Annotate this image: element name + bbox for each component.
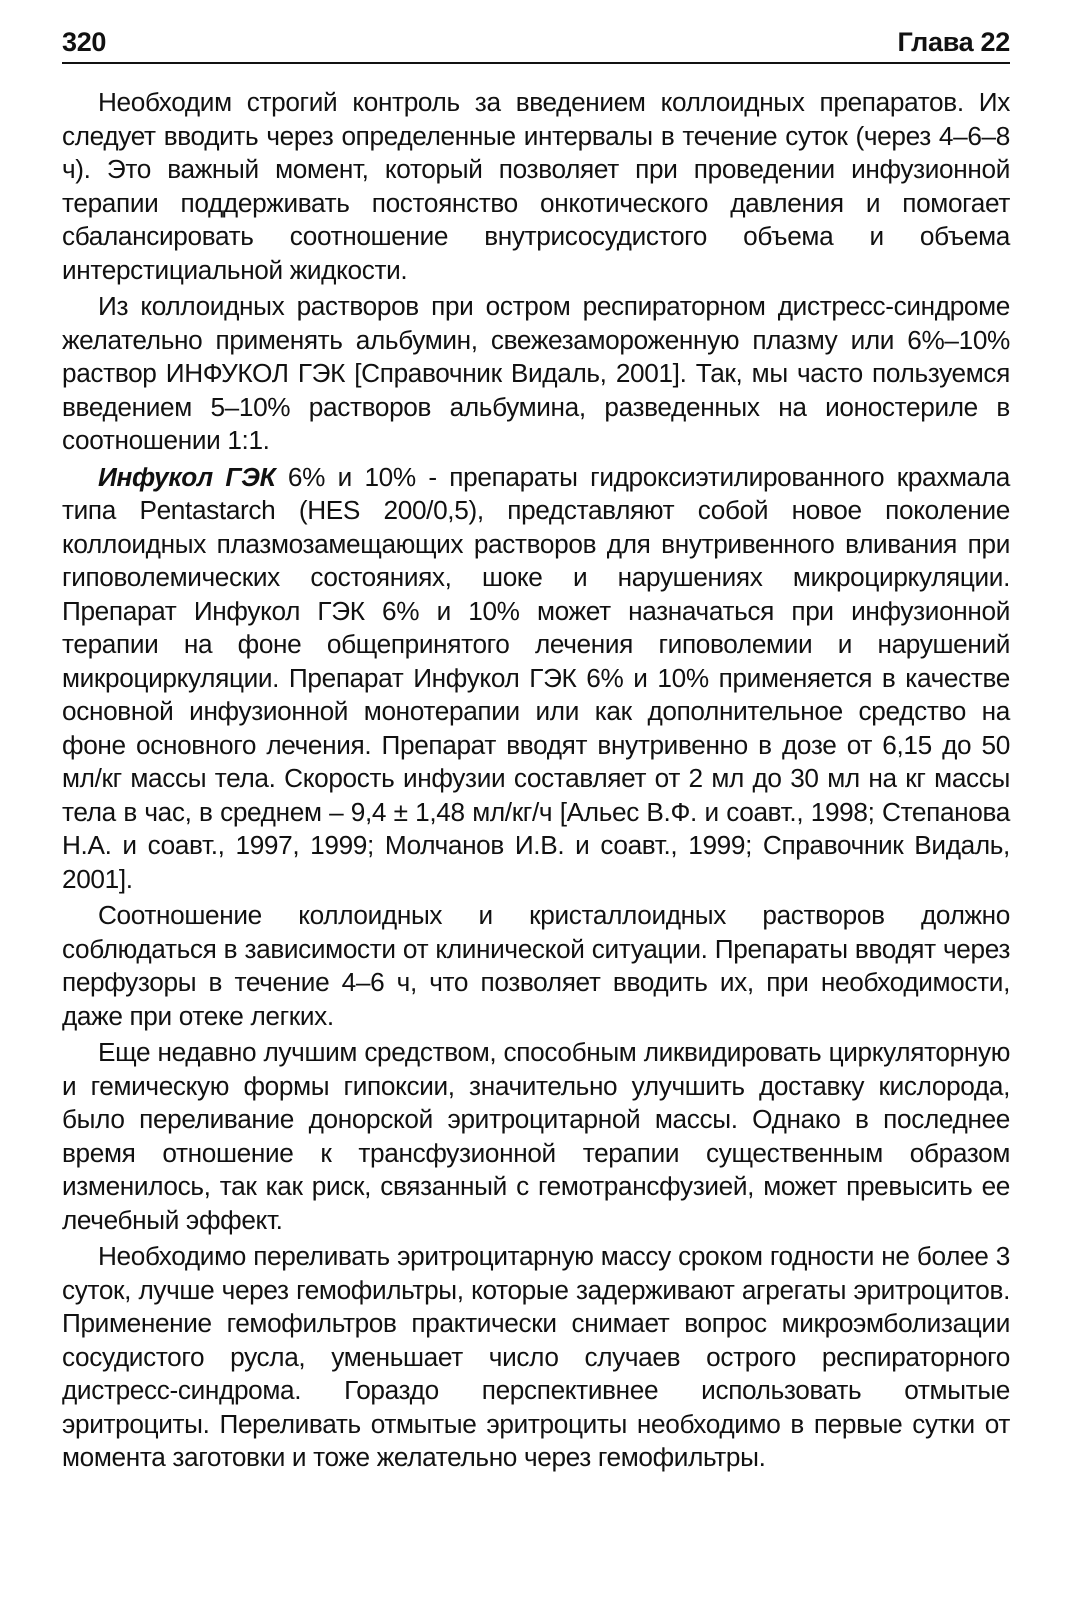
paragraph-2 (62, 290, 1010, 458)
drug-name-lead: Инфукол ГЭК (98, 461, 276, 492)
paragraph-text: Из коллоидных растворов при остром респираторном дистресс-синдроме желательно применять альбумин, свежезамороженную плазму или 6%–10% раствор ИНФУКОЛ ГЭК [Справочник Видаль, 2001]. Так, мы часто пользуемся введением 5–10% растворов альбумина, разведенных на ионостериле в соотношении 1:1. (62, 291, 1010, 455)
paragraph-text: 6% и 10% - препараты гидроксиэтилированного крахмала типа Pentastarch (HES 200/0,5), представляют собой новое поколение коллоидных плазмозамещающих растворов для внутривенного вливания при гиповолемических состояниях, шоке и нарушениях микроциркуляции. Препарат Инфукол ГЭК 6% и 10% может назначаться при инфузионной терапии на фоне общепринятого лечения гиповолемии и нарушений микроциркуляции. Препарат Инфукол ГЭК 6% и 10% применяется в качестве основной инфузионной монотерапии или как дополнительное средство на фоне основного лечения. Препарат вводят внутривенно в дозе от 6,15 до 50 мл/кг массы тела. Скорость инфузии составляет от 2 мл до 30 мл на кг массы тела в час, в среднем – 9,4 ± 1,48 мл/кг/ч [Альес В.Ф. и соавт., 1998; Степанова Н.А. и соавт., 1997, 1999; Молчанов И.В. и соавт., 1999; Справочник Видаль, 2001]. (62, 461, 1011, 894)
paragraph-text: Еще недавно лучшим средством, способным ликвидировать циркуляторную и гемическую формы гипоксии, значительно улучшить доставку кислорода, было переливание донорской эритроцитарной массы. Однако в последнее время отношение к трансфузионной терапии существенным образом изменилось, так как риск, связанный с гемотрансфузией, может превысить ее лечебный эффект. (62, 1037, 1010, 1235)
running-head (62, 26, 1010, 64)
book-page (62, 26, 1010, 1478)
paragraph-5 (62, 1036, 1010, 1237)
page-number: 320 (62, 27, 107, 57)
paragraph-4 (62, 899, 1010, 1033)
paragraph-text: Необходим строгий контроль за введением коллоидных препаратов. Их следует вводить через определенные интервалы в течение суток (через 4–6–8 ч). Это важный момент, который позволяет при проведении инфузионной терапии поддерживать постоянство онкотического давления и помогает сбалансировать соотношение внутрисосудистого объема и объема интерстициальной жидкости. (62, 87, 1010, 285)
paragraph-1 (62, 86, 1010, 287)
paragraph-text: Соотношение коллоидных и кристаллоидных растворов должно соблюдаться в зависимости от клинической ситуации. Препараты вводят через перфузоры в течение 4–6 ч, что позволяет вводить их, при необходимости, даже при отеке легких. (62, 900, 1010, 1031)
chapter-title: Глава 22 (897, 27, 1010, 57)
paragraph-text: Необходимо переливать эритроцитарную массу сроком годности не более 3 суток, лучше через гемофильтры, которые задерживают агрегаты эритроцитов. Применение гемофильтров практически снимает вопрос микроэмболизации сосудистого русла, уменьшает число случаев острого респираторного дистресс-синдрома. Гораздо перспективнее использовать отмытые эритроциты. Переливать отмытые эритроциты необходимо в первые сутки от момента заготовки и тоже желательно через гемофильтры. (62, 1241, 1010, 1472)
body-text (62, 86, 1010, 1475)
paragraph-3 (62, 461, 1010, 897)
paragraph-6 (62, 1240, 1010, 1475)
